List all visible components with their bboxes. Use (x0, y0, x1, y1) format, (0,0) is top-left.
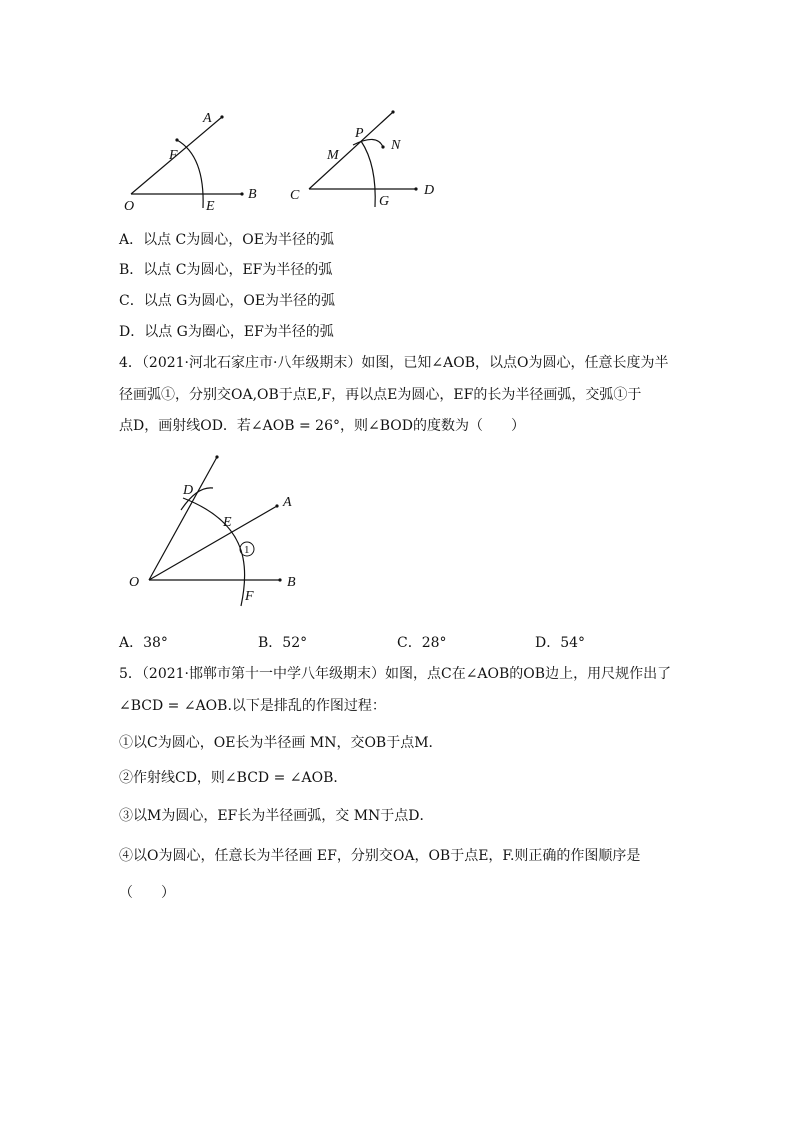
label-m: M (327, 148, 339, 163)
q4-option-b: B．52° (258, 635, 308, 651)
q4-label-f: F (245, 589, 254, 604)
figure-angle-dcg (285, 105, 445, 215)
q3-option-d: D．以点 G为圈心，EF为半径的弧 (119, 324, 334, 340)
q4-option-c: C．28° (397, 635, 447, 651)
label-b: B (248, 187, 257, 202)
q4-label-d: D (183, 483, 194, 498)
q4-label-b: B (287, 575, 296, 590)
q3-option-b: B．以点 C为圆心，EF为半径的弧 (119, 262, 333, 278)
label-o: O (124, 199, 135, 214)
label-c: C (290, 188, 300, 203)
label-n: N (391, 138, 401, 153)
label-a: A (203, 111, 212, 126)
q4-label-circle-1: 1 (244, 544, 250, 556)
q4-label-e: E (223, 515, 232, 530)
label-g: G (379, 194, 390, 209)
q4-option-d: D．54° (535, 635, 586, 651)
q5-step-3: ③以M为圆心，EF长为半径画弧，交 MN于点D． (119, 808, 434, 824)
q5-step-4: ④以O为圆心，任意长为半径画 EF，分别交OA，OB于点E，F.则正确的作图顺序是 (119, 848, 641, 864)
q5-line-2: ∠BCD = ∠AOB.以下是排乱的作图过程： (119, 698, 386, 714)
q5-step-2: ②作射线CD，则∠BCD = ∠AOB． (119, 770, 348, 786)
label-f: F (169, 148, 178, 163)
q5-line-1: 5．（2021·邯郸市第十一中学八年级期末）如图，点C在∠AOB的OB边上，用尺规作出了 (119, 666, 672, 682)
q5-answer-bracket: （ ） (119, 885, 175, 901)
figure-q4 (125, 448, 315, 613)
figure-angle-aob (115, 100, 275, 215)
q4-line-2: 径画弧①，分别交OA,OB于点E,F，再以点E为圆心，EF的长为半径画弧，交弧①于 (119, 387, 642, 403)
q4-line-3: 点D，画射线OD．若∠AOB = 26°，则∠BOD的度数为（ ） (119, 418, 525, 434)
label-d: D (424, 183, 435, 198)
q3-option-a: A．以点 C为圆心，OE为半径的弧 (119, 232, 334, 248)
q4-line-1: 4．（2021·河北石家庄市·八年级期末）如图，已知∠AOB，以点O为圆心，任意长度为半 (119, 355, 669, 371)
q4-label-o: O (129, 575, 140, 590)
q3-option-c: C．以点 G为圆心，OE为半径的弧 (119, 293, 336, 309)
q4-label-a: A (283, 495, 292, 510)
label-p: P (355, 126, 364, 141)
q5-step-1: ①以C为圆心，OE长为半径画 MN，交OB于点M． (119, 735, 443, 751)
label-e: E (206, 199, 215, 214)
q4-option-a: A．38° (119, 635, 168, 651)
